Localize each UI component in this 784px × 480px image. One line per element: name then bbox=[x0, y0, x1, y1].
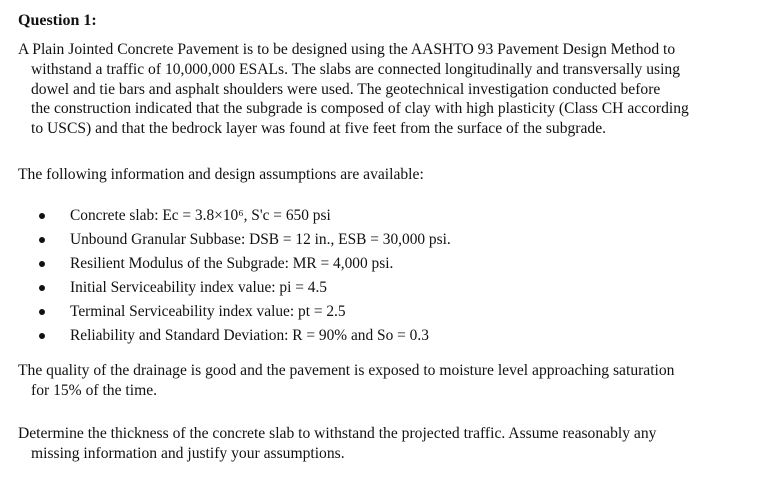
drainage-paragraph bbox=[18, 361, 758, 401]
task-line: Determine the thickness of the concrete slab to withstand the projected traffic. Assume reasonably any bbox=[18, 425, 657, 442]
bullet-icon bbox=[39, 333, 45, 339]
statement-line: the construction indicated that the subgrade is composed of clay with high plasticity (Class CH according bbox=[31, 100, 689, 118]
statement-line: A Plain Jointed Concrete Pavement is to be designed using the AASHTO 93 Pavement Design Method to bbox=[18, 41, 676, 58]
statement-line: to USCS) and that the bedrock layer was found at five feet from the surface of the subgrade. bbox=[31, 120, 607, 138]
assumption-resilient-modulus: Resilient Modulus of the Subgrade: MR = 4,000 psi. bbox=[70, 255, 394, 272]
problem-statement bbox=[18, 40, 758, 139]
assumption-terminal-serviceability: Terminal Serviceability index value: pt = 2.5 bbox=[70, 303, 346, 320]
drainage-line: for 15% of the time. bbox=[31, 381, 158, 399]
bullet-icon bbox=[39, 309, 45, 315]
statement-line: withstand a traffic of 10,000,000 ESALs. The slabs are connected longitudinally and transversally using bbox=[31, 60, 681, 78]
question-title: Question 1: bbox=[18, 12, 97, 29]
assumption-concrete-slab: Concrete slab: Ec = 3.8×10⁶, S'c = 650 psi bbox=[70, 207, 331, 224]
assumption-subbase: Unbound Granular Subbase: DSB = 12 in., ESB = 30,000 psi. bbox=[70, 231, 451, 248]
bullet-icon bbox=[39, 261, 45, 267]
statement-line: dowel and tie bars and asphalt shoulders were used. The geotechnical investigation conducted before bbox=[31, 80, 661, 98]
assumption-reliability: Reliability and Standard Deviation: R = 90% and So = 0.3 bbox=[70, 327, 429, 344]
assumptions-intro: The following information and design assumptions are available: bbox=[18, 166, 424, 183]
task-paragraph bbox=[18, 424, 758, 464]
drainage-line: The quality of the drainage is good and the pavement is exposed to moisture level approaching saturation bbox=[18, 362, 675, 379]
bullet-icon bbox=[39, 285, 45, 291]
bullet-icon bbox=[39, 237, 45, 243]
task-line: missing information and justify your assumptions. bbox=[31, 444, 345, 462]
assumption-initial-serviceability: Initial Serviceability index value: pi = 4.5 bbox=[70, 279, 328, 296]
bullet-icon bbox=[39, 213, 45, 219]
